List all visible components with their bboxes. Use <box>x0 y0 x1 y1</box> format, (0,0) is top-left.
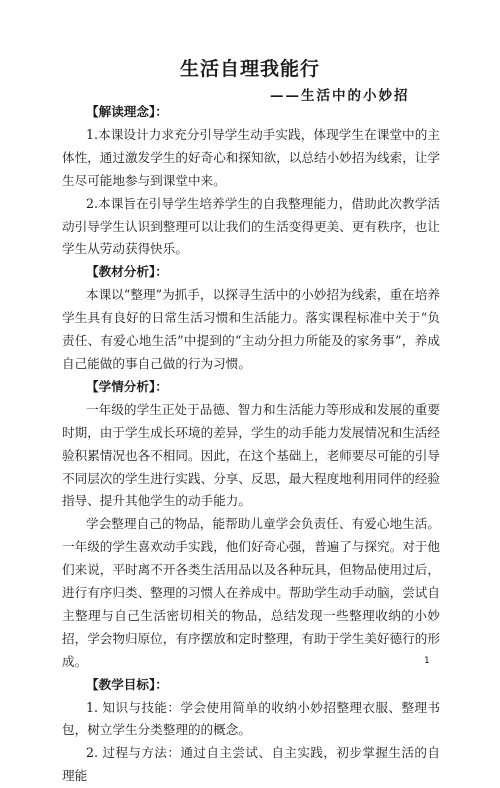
section-teaching-goals <box>62 674 440 788</box>
section-heading: 【教学目标】： <box>86 676 168 692</box>
section-heading: 【解读理念】： <box>86 104 168 119</box>
paragraph: 本课以“整理”为抓手，以探寻生活中的小妙招为线索，重在培养学生具有良好的日常生活习惯和生活能力。落实课程标准中关于“负责任、有爱心地生活”中提到的“主动分担力所能及的家务事”，养成自己能做的事自己做的行为习惯。 <box>62 287 440 371</box>
section-heading: 【教材分析】： <box>86 264 168 280</box>
section-heading: 【学情分析】： <box>86 378 168 394</box>
paragraph: 1.本课设计力求充分引导学生动手实践，体现学生在课堂中的主体性，通过激发学生的好奇心和探知欲，以总结小妙招为线索，让学生尽可能地参与到课堂中来。 <box>62 126 440 188</box>
document-body <box>62 101 440 788</box>
paragraph: 2. 过程与方法：通过自主尝试、自主实践，初步掌握生活的自理能 <box>62 745 440 784</box>
document-subtitle: ——生活中的小妙招 <box>270 88 410 104</box>
document-title: 生活自理我能行 <box>179 58 320 80</box>
paragraph: 一年级的学生正处于品德、智力和生活能力等形成和发展的重要时期，由于学生成长环境的差异，学生的动手能力发展情况和生活经验积累情况也各不相同。因此，在这个基础上，老师要尽可能的引导不同层次的学生进行实践、分享、反思，最大程度地利用同伴的经验指导、提升其他学生的动手能力。 <box>62 401 440 509</box>
paragraph: 1. 知识与技能：学会使用简单的收纳小妙招整理衣服、整理书包，树立学生分类整理的的概念。 <box>62 699 440 738</box>
section-concept <box>62 101 440 261</box>
paragraph: 2.本课旨在引导学生培养学生的自我整理能力，借助此次教学活动引导学生认识到整理可以让我们的生活变得更美、更有秩序，也让学生从劳动获得快乐。 <box>62 195 440 257</box>
section-student-analysis <box>62 376 440 674</box>
section-textbook-analysis <box>62 261 440 376</box>
page-number: 1 <box>424 656 430 666</box>
paragraph: 学会整理自己的物品，能帮助儿童学会负责任、有爱心地生活。一年级的学生喜欢动手实践，他们好奇心强，普遍了与探究。对于他们来说，平时离不开各类生活用品以及各种玩具，但物品使用过后，进行有序归类、整理的习惯人在养成中。帮助学生动手动脑，尝试自主整理与自己生活密切相关的物品，总结发现一些整理收纳的小妙招，学会物归原位，有序摆放和定时整理，有助于学生美好德行的形成。 <box>62 516 440 669</box>
